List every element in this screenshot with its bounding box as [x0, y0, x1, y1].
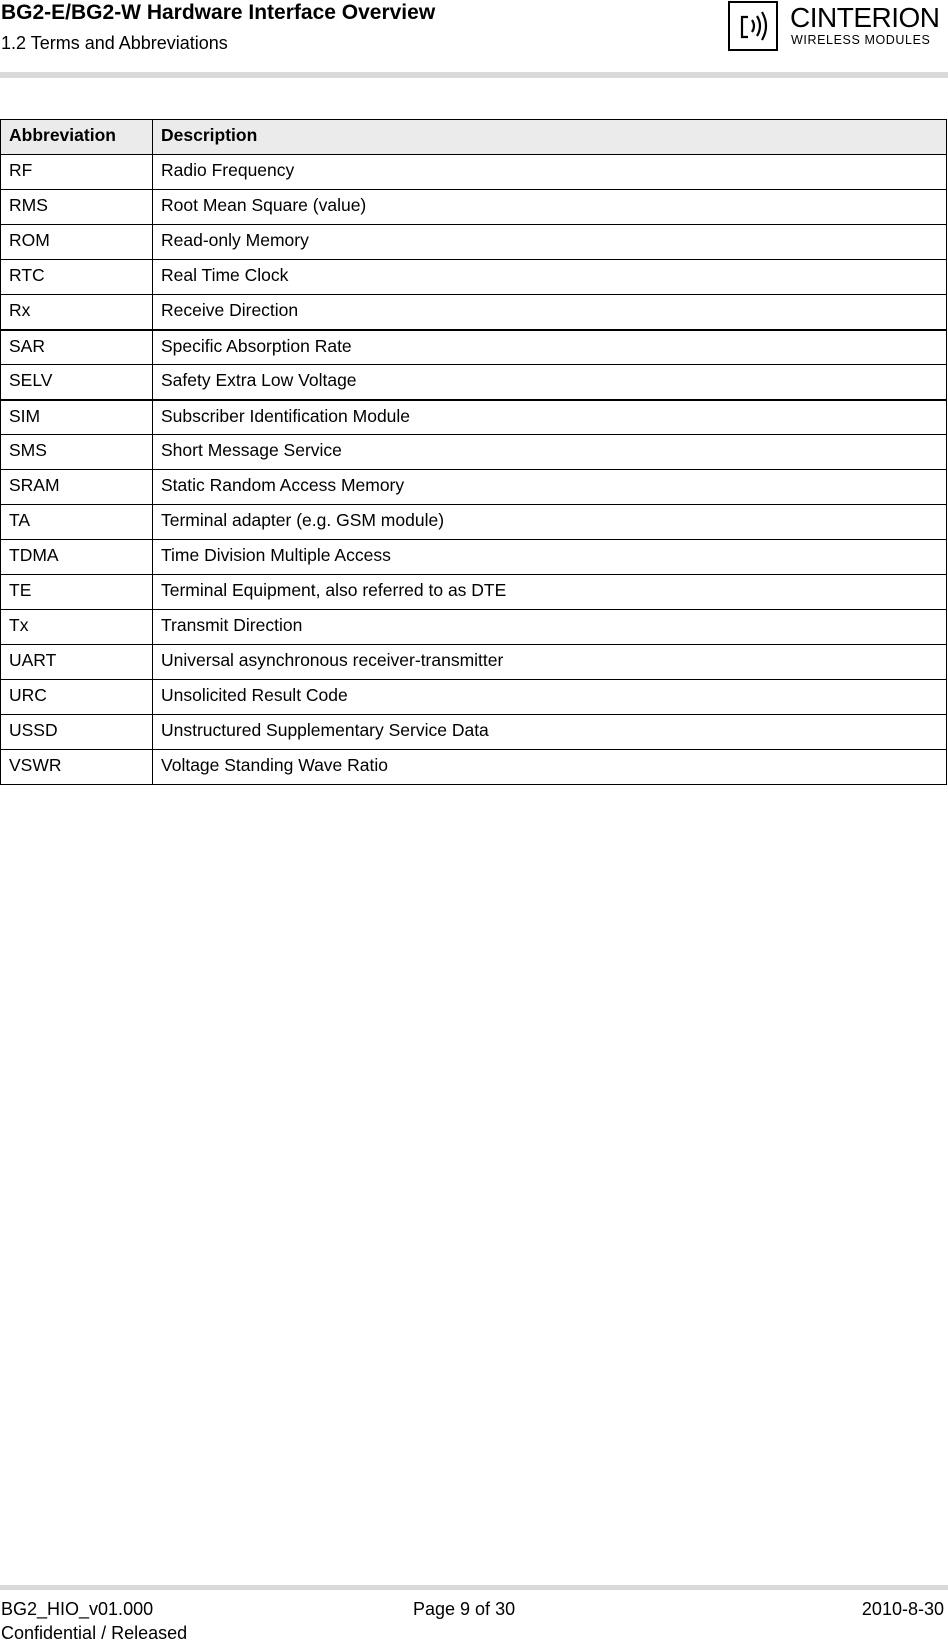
- table-row: [1, 260, 947, 295]
- table-row: [1, 645, 947, 680]
- abbreviation-cell: Rx: [1, 295, 153, 330]
- abbreviation-cell: USSD: [1, 715, 153, 750]
- table-row: [1, 680, 947, 715]
- description-cell: Subscriber Identification Module: [153, 400, 947, 435]
- header-divider: [0, 72, 948, 78]
- description-cell: Unstructured Supplementary Service Data: [153, 715, 947, 750]
- description-cell: Receive Direction: [153, 295, 947, 330]
- abbreviation-cell: SAR: [1, 330, 153, 365]
- abbreviations-table: [0, 119, 947, 785]
- table-row: [1, 225, 947, 260]
- table-row: [1, 715, 947, 750]
- abbreviation-cell: ROM: [1, 225, 153, 260]
- document-title: BG2-E/BG2-W Hardware Interface Overview: [1, 1, 436, 24]
- table-row: [1, 470, 947, 505]
- abbreviation-cell: RF: [1, 155, 153, 190]
- description-cell: Real Time Clock: [153, 260, 947, 295]
- table-row: [1, 750, 947, 785]
- abbreviation-cell: SELV: [1, 365, 153, 400]
- footer-page-number: Page 9 of 30: [413, 1599, 516, 1619]
- abbreviation-cell: SRAM: [1, 470, 153, 505]
- abbreviation-cell: Tx: [1, 610, 153, 645]
- abbreviation-cell: SIM: [1, 400, 153, 435]
- table-header-row: [1, 120, 947, 155]
- description-cell: Root Mean Square (value): [153, 190, 947, 225]
- description-cell: Voltage Standing Wave Ratio: [153, 750, 947, 785]
- abbreviation-cell: TDMA: [1, 540, 153, 575]
- table-row: [1, 575, 947, 610]
- footer-date: 2010-8-30: [861, 1599, 944, 1619]
- table-row: [1, 190, 947, 225]
- logo-brand-name: CINTERION: [790, 2, 940, 33]
- abbreviation-cell: TA: [1, 505, 153, 540]
- abbreviation-cell: URC: [1, 680, 153, 715]
- table-row: [1, 505, 947, 540]
- description-cell: Terminal adapter (e.g. GSM module): [153, 505, 947, 540]
- description-cell: Static Random Access Memory: [153, 470, 947, 505]
- table-row: [1, 400, 947, 435]
- table-row: [1, 610, 947, 645]
- table-row: [1, 435, 947, 470]
- description-cell: Specific Absorption Rate: [153, 330, 947, 365]
- table-row: [1, 155, 947, 190]
- column-header-description: Description: [153, 120, 947, 155]
- abbreviation-cell: RTC: [1, 260, 153, 295]
- description-cell: Time Division Multiple Access: [153, 540, 947, 575]
- column-header-abbreviation: Abbreviation: [1, 120, 153, 155]
- table-row: [1, 540, 947, 575]
- footer-document-id: BG2_HIO_v01.000: [1, 1599, 154, 1619]
- cinterion-logo: [728, 0, 944, 54]
- signal-waves-icon: [728, 1, 778, 51]
- description-cell: Short Message Service: [153, 435, 947, 470]
- table-row: [1, 365, 947, 400]
- description-cell: Terminal Equipment, also referred to as DTE: [153, 575, 947, 610]
- section-subtitle: 1.2 Terms and Abbreviations: [1, 33, 228, 53]
- description-cell: Unsolicited Result Code: [153, 680, 947, 715]
- abbreviation-cell: VSWR: [1, 750, 153, 785]
- abbreviation-cell: UART: [1, 645, 153, 680]
- description-cell: Read-only Memory: [153, 225, 947, 260]
- abbreviation-cell: RMS: [1, 190, 153, 225]
- abbreviation-cell: SMS: [1, 435, 153, 470]
- description-cell: Radio Frequency: [153, 155, 947, 190]
- description-cell: Safety Extra Low Voltage: [153, 365, 947, 400]
- description-cell: Transmit Direction: [153, 610, 947, 645]
- description-cell: Universal asynchronous receiver-transmitter: [153, 645, 947, 680]
- footer-divider: [0, 1585, 948, 1590]
- table-row: [1, 295, 947, 330]
- table-row: [1, 330, 947, 365]
- logo-tagline: WIRELESS MODULES: [791, 33, 931, 47]
- footer-confidentiality: Confidential / Released: [1, 1623, 188, 1643]
- abbreviation-cell: TE: [1, 575, 153, 610]
